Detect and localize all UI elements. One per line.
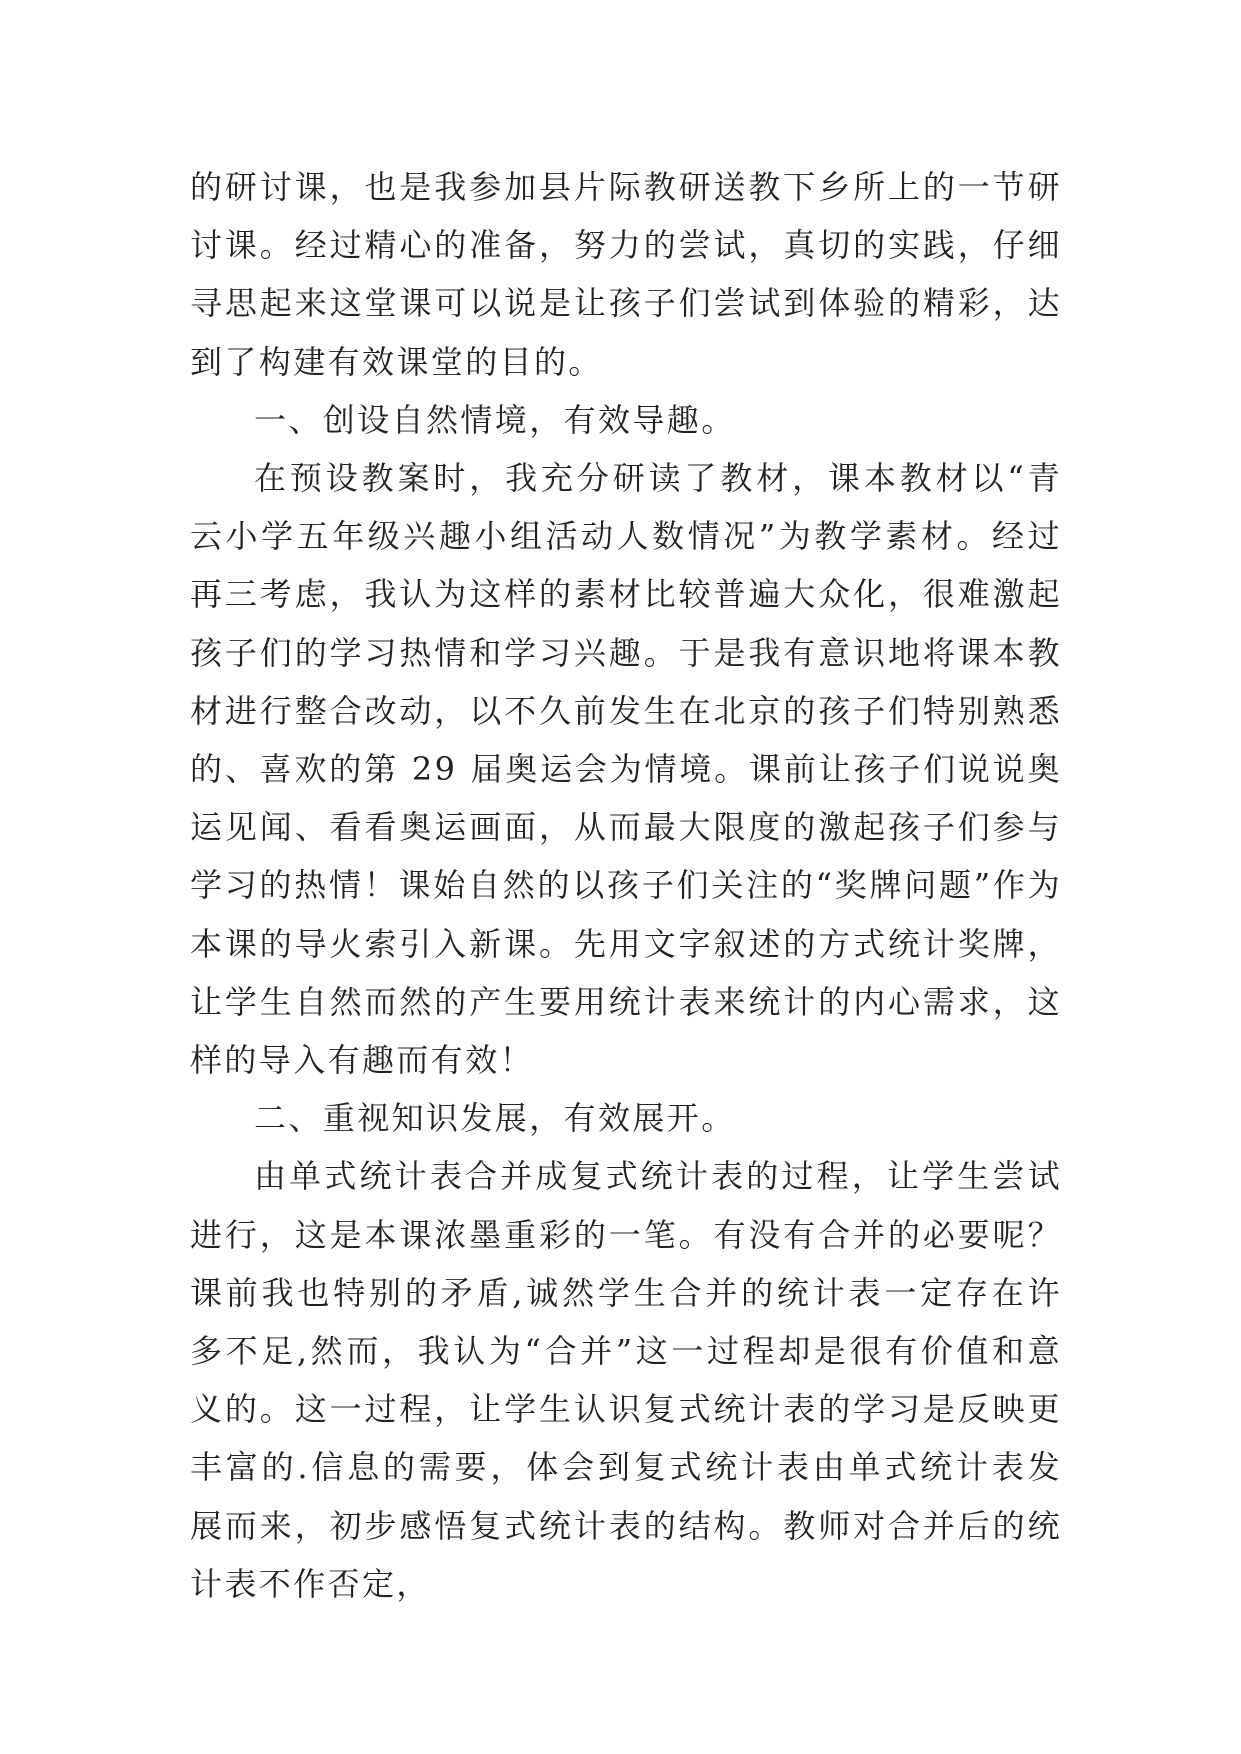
- paragraph-continuation: 的研讨课，也是我参加县片际教研送教下乡所上的一节研讨课。经过精心的准备，努力的尝试，真切的实践，仔细寻思起来这堂课可以说是让孩子们尝试到体验的精彩，达到了构建有效课堂的目的。: [190, 168, 1062, 381]
- paragraph-development: 由单式统计表合并成复式统计表的过程，让学生尝试进行，这是本课浓墨重彩的一笔。有没有合并的必要呢？课前我也特别的矛盾,诚然学生合并的统计表一定存在许多不足,然而，我认为“合并”这一过程却是很有价值和意义的。这一过程，让学生认识复式统计表的学习是反映更丰富的.信息的需要，体会到复式统计表由单式统计表发展而来，初步感悟复式统计表的结构。教师对合并后的统计表不作否定，: [190, 1157, 1062, 1603]
- section-heading-1: 一、创设自然情境，有效导趣。: [254, 400, 736, 439]
- section-heading-2: 二、重视知识发展，有效展开。: [254, 1099, 736, 1138]
- document-body: [190, 158, 1062, 1613]
- paragraph-context: 在预设教案时，我充分研读了教材，课本教材以“青云小学五年级兴趣小组活动人数情况”为教学素材。经过再三考虑，我认为这样的素材比较普遍大众化，很难激起孩子们的学习热情和学习兴趣。于是我有意识地将课本教材进行整合改动，以不久前发生在北京的孩子们特别熟悉的、喜欢的第 29 届奥运会为情境。课前让孩子们说说奥运见闻、看看奥运画面，从而最大限度的激起孩子们参与学习的热情！课始自然的以孩子们关注的“奖牌问题”作为本课的导火索引入新课。先用文字叙述的方式统计奖牌，让学生自然而然的产生要用统计表来统计的内心需求，这样的导入有趣而有效！: [190, 459, 1062, 1080]
